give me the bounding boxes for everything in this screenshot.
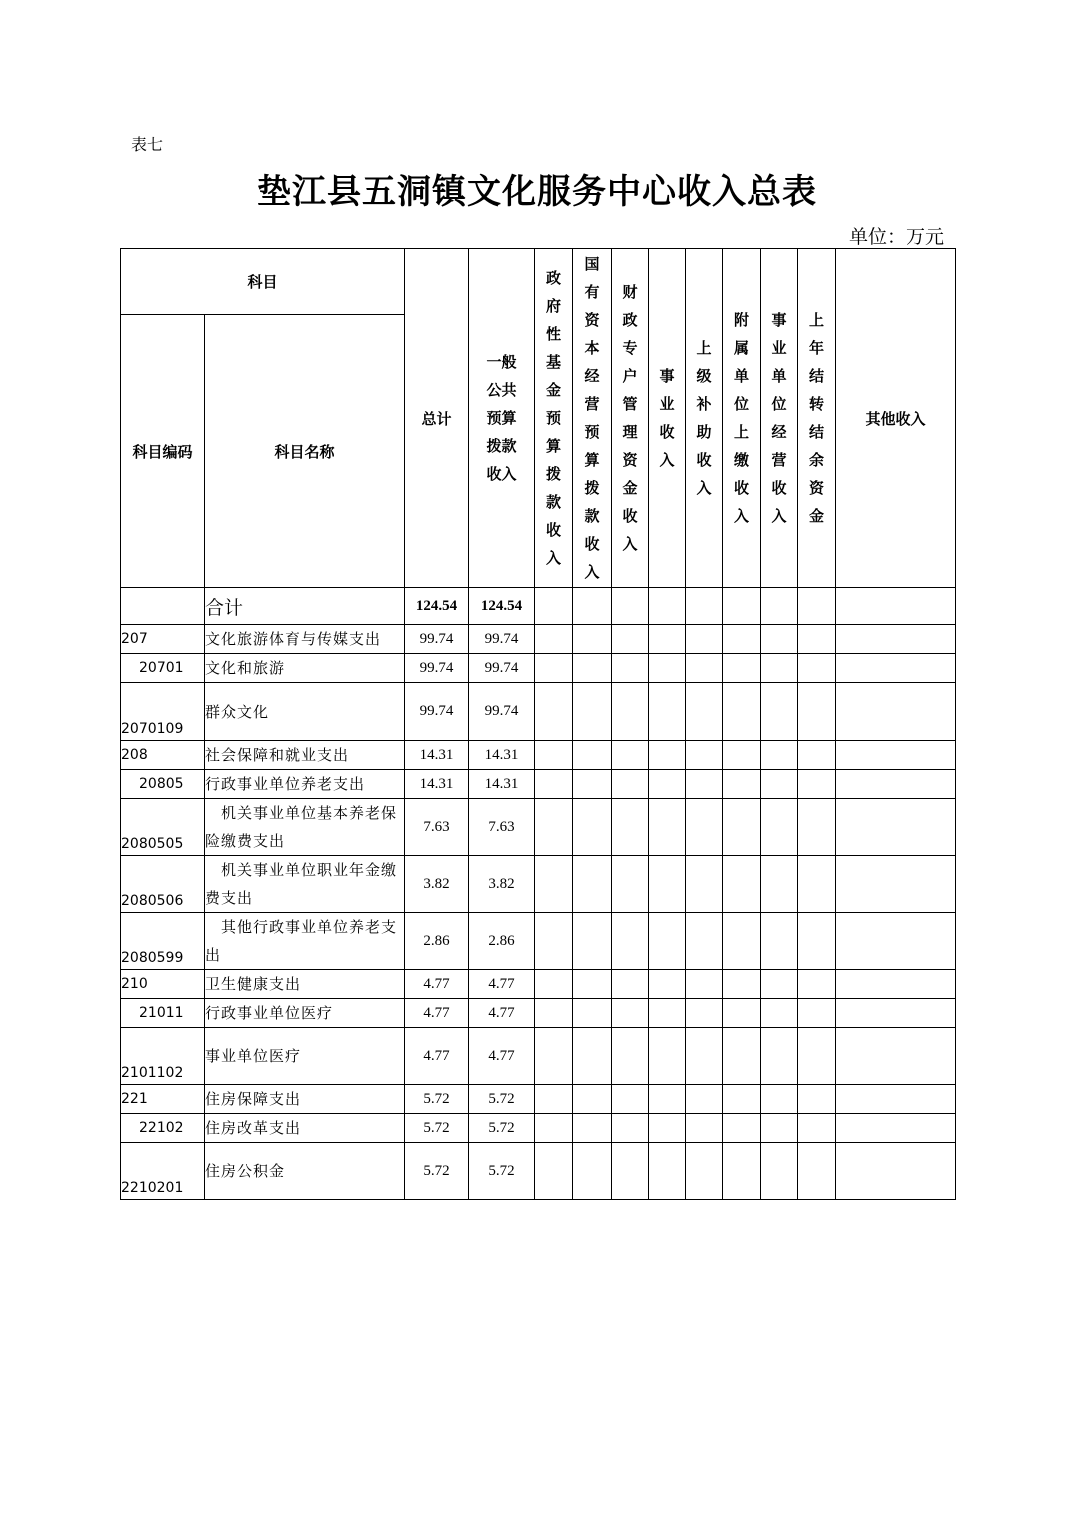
table-row — [121, 799, 956, 856]
row-total: 4.77 — [405, 999, 469, 1028]
row-total: 99.74 — [405, 625, 469, 654]
row-total: 7.63 — [405, 799, 469, 856]
row-name: 社会保障和就业支出 — [205, 741, 405, 770]
row-general: 5.72 — [469, 1085, 535, 1114]
row-code: 21011 — [121, 999, 205, 1028]
row-general: 7.63 — [469, 799, 535, 856]
row-name: 卫生健康支出 — [205, 970, 405, 999]
income-table — [120, 248, 956, 1200]
row-general: 99.74 — [469, 654, 535, 683]
row-general: 99.74 — [469, 625, 535, 654]
gov-fund-header: 政府性基金预算拨款收入 — [535, 249, 573, 588]
total-row — [121, 588, 956, 625]
row-general: 14.31 — [469, 770, 535, 799]
row-name: 群众文化 — [205, 683, 405, 741]
business-income-header: 事业收入 — [649, 249, 686, 588]
affiliated-unit-header: 附属单位上缴收入 — [723, 249, 761, 588]
row-total: 4.77 — [405, 1028, 469, 1085]
special-account-header: 财政专户管理资金收入 — [612, 249, 649, 588]
subject-code-header: 科目编码 — [121, 315, 205, 588]
row-total: 2.86 — [405, 913, 469, 970]
row-code: 2070109 — [121, 683, 205, 741]
row-name: 行政事业单位养老支出 — [205, 770, 405, 799]
row-code: 2080506 — [121, 856, 205, 913]
total-label: 合计 — [205, 588, 405, 625]
table-row — [121, 1143, 956, 1200]
carryover-header: 上年结转结余资金 — [798, 249, 836, 588]
row-code: 22102 — [121, 1114, 205, 1143]
table-row — [121, 770, 956, 799]
row-name: 事业单位医疗 — [205, 1028, 405, 1085]
row-general: 14.31 — [469, 741, 535, 770]
row-name: 文化和旅游 — [205, 654, 405, 683]
table-row — [121, 625, 956, 654]
row-total: 5.72 — [405, 1085, 469, 1114]
subject-header: 科目 — [121, 249, 405, 315]
row-general: 3.82 — [469, 856, 535, 913]
row-total: 14.31 — [405, 770, 469, 799]
table-row — [121, 970, 956, 999]
table-row — [121, 654, 956, 683]
table-caption: 表七 — [131, 135, 164, 154]
row-total: 99.74 — [405, 654, 469, 683]
row-total: 3.82 — [405, 856, 469, 913]
total-value: 124.54 — [405, 588, 469, 625]
operating-income-header: 事业单位经营收入 — [761, 249, 798, 588]
row-general: 99.74 — [469, 683, 535, 741]
row-total: 14.31 — [405, 741, 469, 770]
table-row — [121, 683, 956, 741]
table-row — [121, 913, 956, 970]
row-code: 208 — [121, 741, 205, 770]
row-name: 住房公积金 — [205, 1143, 405, 1200]
table-row — [121, 1028, 956, 1085]
row-code: 2080599 — [121, 913, 205, 970]
row-total: 99.74 — [405, 683, 469, 741]
total-header: 总计 — [405, 249, 469, 588]
row-code: 20805 — [121, 770, 205, 799]
row-code: 207 — [121, 625, 205, 654]
table-row — [121, 999, 956, 1028]
row-name: 文化旅游体育与传媒支出 — [205, 625, 405, 654]
row-general: 4.77 — [469, 1028, 535, 1085]
state-capital-header: 国有资本经营预算拨款收入 — [573, 249, 612, 588]
row-name: 行政事业单位医疗 — [205, 999, 405, 1028]
unit-label: 单位：万元 — [848, 226, 944, 248]
row-name: 住房保障支出 — [205, 1085, 405, 1114]
row-code: 20701 — [121, 654, 205, 683]
row-code: 2210201 — [121, 1143, 205, 1200]
row-total: 5.72 — [405, 1143, 469, 1200]
row-name: 机关事业单位基本养老保险缴费支出 — [205, 799, 405, 856]
row-general: 5.72 — [469, 1114, 535, 1143]
row-code: 221 — [121, 1085, 205, 1114]
row-code: 210 — [121, 970, 205, 999]
row-general: 2.86 — [469, 913, 535, 970]
general-budget-value: 124.54 — [469, 588, 535, 625]
row-name: 其他行政事业单位养老支出 — [205, 913, 405, 970]
row-code: 2101102 — [121, 1028, 205, 1085]
row-general: 4.77 — [469, 970, 535, 999]
row-general: 4.77 — [469, 999, 535, 1028]
row-total: 5.72 — [405, 1114, 469, 1143]
row-code: 2080505 — [121, 799, 205, 856]
row-name: 机关事业单位职业年金缴费支出 — [205, 856, 405, 913]
page-title: 垫江县五洞镇文化服务中心收入总表 — [257, 172, 817, 212]
other-income-header: 其他收入 — [836, 249, 956, 588]
row-general: 5.72 — [469, 1143, 535, 1200]
superior-subsidy-header: 上级补助收入 — [686, 249, 723, 588]
row-total: 4.77 — [405, 970, 469, 999]
table-row — [121, 856, 956, 913]
table-row — [121, 1114, 956, 1143]
subject-name-header: 科目名称 — [205, 315, 405, 588]
row-name: 住房改革支出 — [205, 1114, 405, 1143]
table-row — [121, 1085, 956, 1114]
table-row — [121, 741, 956, 770]
general-budget-header: 一般公共预算拨款收入 — [469, 249, 535, 588]
